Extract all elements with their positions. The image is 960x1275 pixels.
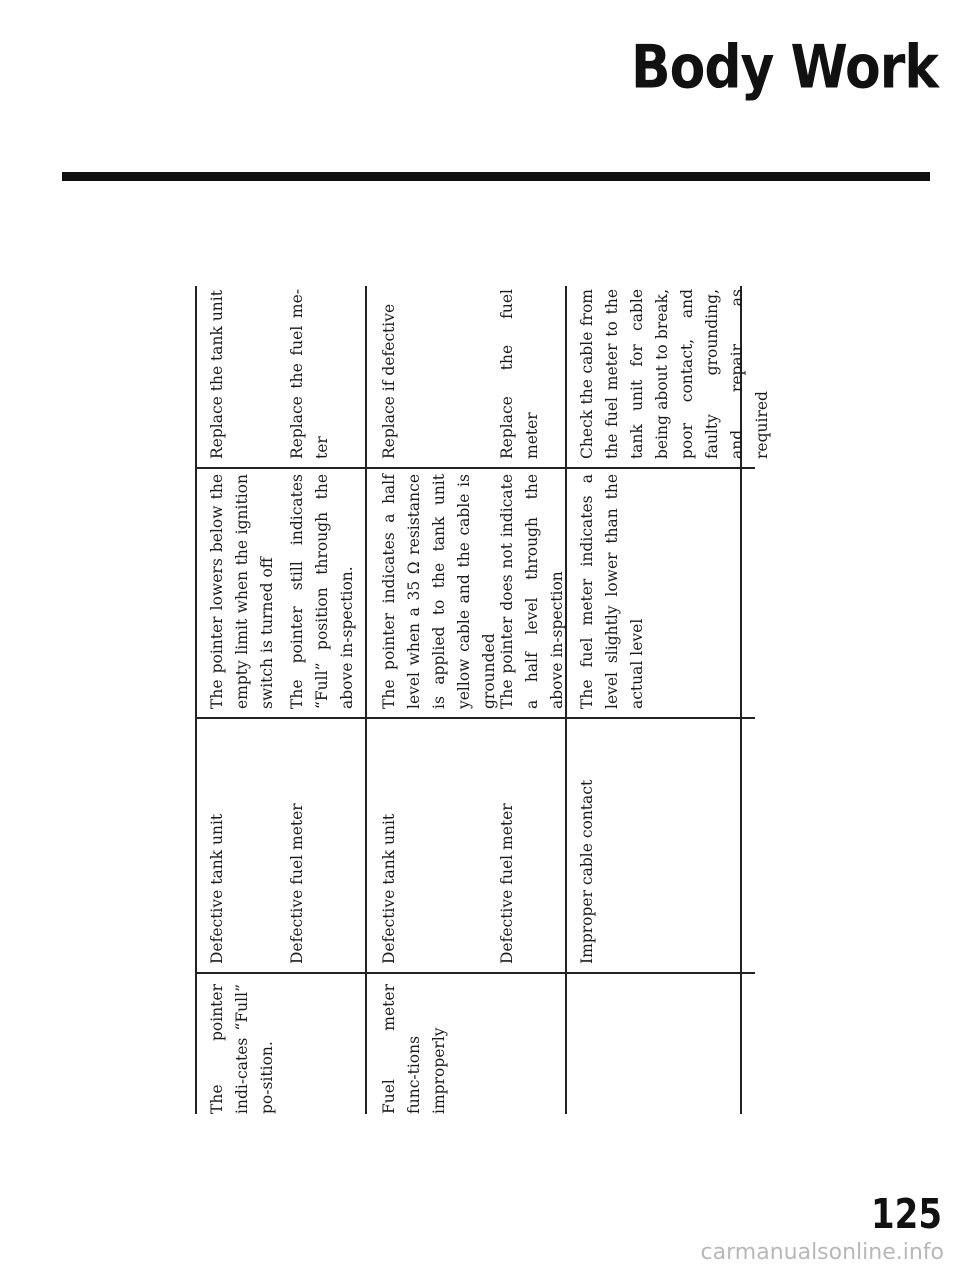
- remedy-cell: Check the cable from the fuel meter to the tank unit for cable being about to break, poor contact, and faulty grounding, and repair as required: [578, 289, 771, 459]
- remedy-cell: Replace the fuel me-ter: [288, 289, 331, 459]
- page-number: 125: [871, 1191, 942, 1239]
- condition-cell: Fuel meter func-tions improperly: [380, 984, 448, 1114]
- page-title: Body Work: [630, 33, 938, 103]
- condition-cell: The pointer indi-cates “Full” po-sition.: [208, 984, 276, 1114]
- column-divider: [195, 717, 755, 719]
- troubleshooting-table: [195, 286, 771, 1114]
- row-divider: [365, 286, 367, 1114]
- remedy-cell: Replace the tank unit: [208, 290, 226, 459]
- remedy-cell: Replace if defective: [380, 303, 398, 459]
- check-cell: The pointer lowers below the empty limit when the ignition switch is turned off: [208, 474, 276, 709]
- column-divider: [195, 467, 755, 469]
- column-divider: [195, 972, 755, 974]
- check-cell: The fuel meter indicates a level slightly lower than the actual level: [578, 474, 646, 709]
- check-cell: The pointer does not indicate a half level through the above in-spection: [498, 474, 566, 709]
- cause-cell: Defective tank unit: [208, 813, 226, 964]
- check-cell: The pointer still indicates “Full” position through the above in-spection.: [288, 474, 356, 709]
- cause-cell: Improper cable contact: [578, 779, 596, 964]
- check-cell: The pointer indicates a half level when a 35 Ω resistance is applied to the tank unit yellow cable and the cable is grounded: [380, 474, 498, 709]
- watermark: carmanualsonline.info: [700, 1240, 944, 1265]
- table-top-rule: [195, 286, 197, 1114]
- cause-cell: Defective fuel meter: [498, 803, 516, 964]
- rotated-table-content: [195, 286, 771, 1114]
- cause-cell: Defective tank unit: [380, 813, 398, 964]
- cause-cell: Defective fuel meter: [288, 803, 306, 964]
- remedy-cell: Replace the fuel meter: [498, 289, 541, 459]
- title-rule: [62, 172, 930, 181]
